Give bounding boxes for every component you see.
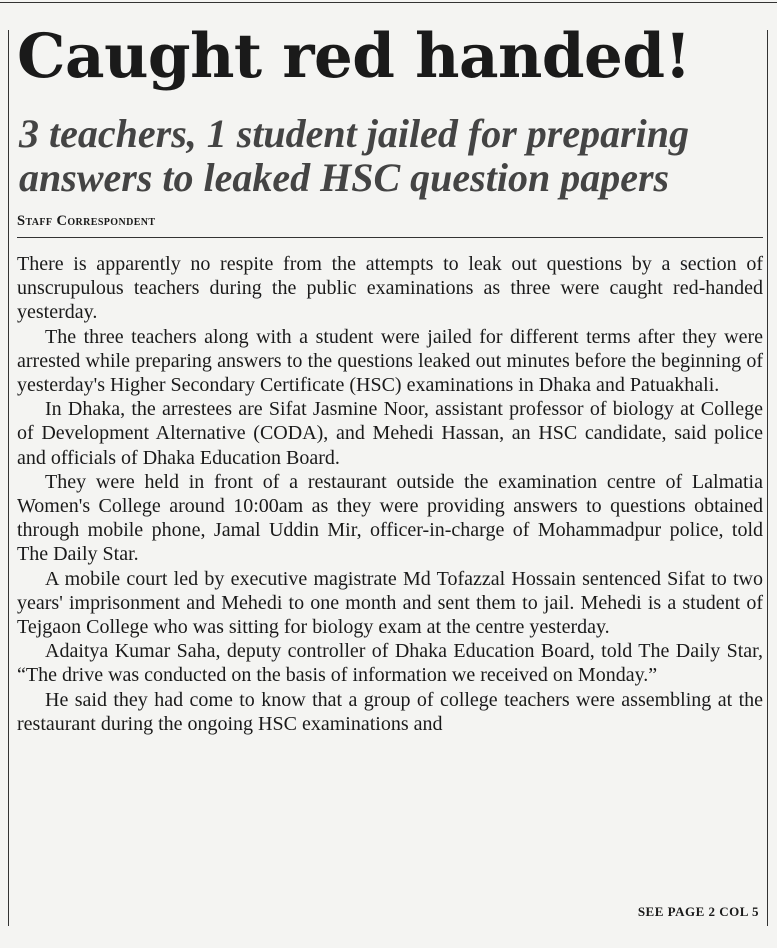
continuation-note: SEE PAGE 2 COL 5 (637, 904, 759, 919)
news-article (17, 0, 763, 736)
column-rule-right (767, 30, 768, 926)
paragraph-6: Adaitya Kumar Saha, deputy controller of Dhaka Education Board, told The Daily Star, “The drive was conducted on the basis of information we received on Monday.” (17, 640, 763, 687)
column-rule-left (8, 30, 9, 926)
headline: Caught red handed! (17, 21, 691, 92)
subheadline: 3 teachers, 1 student jailed for preparing answers to leaked HSC question papers (19, 111, 690, 200)
paragraph-1: There is apparently no respite from the attempts to leak out questions by a section of unscrupulous teachers during the public examinations as three were caught red-handed yesterday. (17, 253, 763, 324)
byline-divider (17, 237, 763, 238)
paragraph-4: They were held in front of a restaurant outside the examination centre of Lalmatia Women's College around 10:00am as they were providing answers to questions obtained through mobile phone, Jamal Uddin Mir, officer-in-charge of Mohammadpur police, told The Daily Star. (17, 470, 763, 566)
byline: Staff Correspondent (17, 213, 156, 229)
paragraph-5: A mobile court led by executive magistrate Md Tofazzal Hossain sentenced Sifat to two years' imprisonment and Mehedi to one month and sent them to jail. Mehedi is a student of Tejgaon College who was sitting for biology exam at the centre yesterday. (17, 567, 763, 639)
paragraph-2: The three teachers along with a student were jailed for different terms after they were arrested while preparing answers to the questions leaked out minutes before the beginning of yesterday's Higher Secondary Certificate (HSC) examinations in Dhaka and Patuakhali. (17, 325, 763, 397)
paragraph-7: He said they had come to know that a group of college teachers were assembling at the restaurant during the ongoing HSC examinations and (17, 688, 763, 735)
paragraph-3: In Dhaka, the arrestees are Sifat Jasmine Noor, assistant professor of biology at College of Development Alternative (CODA), and Mehedi Hassan, an HSC candidate, said police and officials of Dhaka Education Board. (17, 398, 763, 469)
article-body (17, 252, 763, 736)
